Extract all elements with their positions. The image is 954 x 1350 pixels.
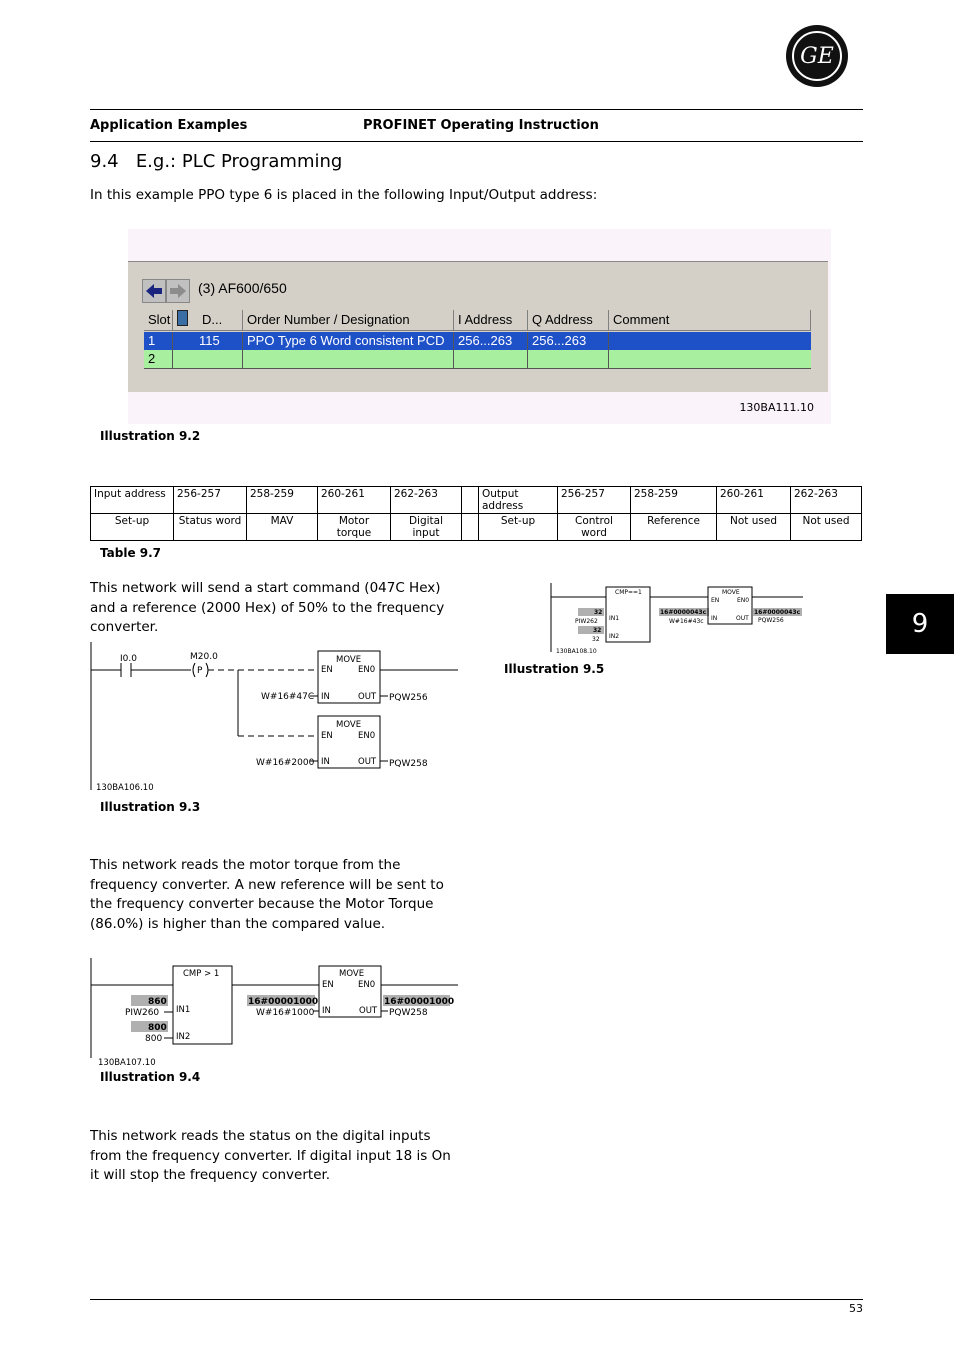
out-pin: OUT — [358, 757, 377, 767]
in1-pin: IN1 — [176, 1005, 191, 1015]
eno-pin: EN0 — [737, 597, 750, 604]
col-order-number[interactable]: Order Number / Designation — [243, 310, 454, 330]
header-rule-bottom — [90, 141, 863, 142]
cmp-title: CMP==1 — [615, 589, 642, 596]
col-slot[interactable]: Slot — [144, 310, 173, 330]
i-address-cell: 256...263 — [454, 332, 528, 350]
in-pin: IN — [322, 1006, 331, 1016]
illustration-code: 130BA111.10 — [739, 401, 814, 414]
in-pin: IN — [321, 692, 330, 702]
en-pin: EN — [321, 665, 333, 675]
cmp-title: CMP > 1 — [183, 969, 220, 979]
in2-constant: 800 — [145, 1034, 163, 1044]
en-pin: EN — [322, 980, 334, 990]
ladder-diagram-9-4 — [88, 956, 463, 1071]
q-address-cell — [528, 350, 609, 368]
table-cell: Digital input — [391, 514, 462, 541]
col-q-address[interactable]: Q Address — [528, 310, 609, 330]
caption-9-4: Illustration 9.4 — [100, 1070, 201, 1084]
table-cell: Not used — [717, 514, 791, 541]
table-gap-cell — [462, 514, 479, 541]
table-cell: Control word — [558, 514, 631, 541]
table-cell: Status word — [174, 514, 247, 541]
page-number: 53 — [849, 1302, 863, 1315]
table-cell: MAV — [247, 514, 318, 541]
en-pin: EN — [711, 597, 720, 604]
table-cell: Reference — [631, 514, 717, 541]
device-cell: 115 — [173, 332, 243, 350]
ge-logo — [786, 25, 848, 87]
table-cell: 262-263 — [391, 487, 462, 514]
col-i-address[interactable]: I Address — [454, 310, 528, 330]
move-live-input: 16#0000043c — [660, 609, 707, 616]
table-cell: 258-259 — [631, 487, 717, 514]
table-cell: Motor torque — [318, 514, 391, 541]
out-pin: OUT — [358, 692, 377, 702]
slot-cell: 2 — [144, 350, 173, 368]
table-cell: 260-261 — [717, 487, 791, 514]
move-live-output: 16#0000043c — [754, 609, 801, 616]
move-live-output: 16#00001000 — [384, 997, 455, 1007]
move-live-input: 16#00001000 — [248, 997, 319, 1007]
table-cell: 256-257 — [558, 487, 631, 514]
in2-constant: 32 — [592, 636, 600, 643]
header-rule-top — [90, 109, 863, 110]
comment-cell — [609, 350, 811, 368]
coil-p-label: P — [197, 666, 203, 676]
hw-config-screenshot — [128, 229, 831, 424]
section-number: 9.4 — [90, 151, 119, 172]
ladder-diagram-9-5 — [548, 580, 808, 660]
table-cell: Set-up — [91, 514, 174, 541]
illustration-code: 130BA108.10 — [556, 648, 597, 655]
table-cell: 256-257 — [174, 487, 247, 514]
i-address-cell — [454, 350, 528, 368]
table-cell: 262-263 — [791, 487, 862, 514]
contact-label-i0-0: I0.0 — [120, 654, 137, 664]
paragraph-start-command: This network will send a start command (047C Hex) and a reference (2000 Hex) of 50% to the frequency converter. — [90, 580, 445, 635]
intro-text: In this example PPO type 6 is placed in the following Input/Output address: — [90, 187, 598, 203]
module-icon — [177, 310, 188, 326]
eno-pin: EN0 — [358, 731, 376, 741]
in1-address: PIW260 — [125, 1008, 160, 1018]
caption-table-9-7: Table 9.7 — [100, 546, 162, 560]
header-section-label: Application Examples — [90, 118, 248, 133]
table-cell: Output address — [479, 487, 558, 514]
move-input-value: W#16#43c — [669, 618, 704, 625]
in1-pin: IN1 — [609, 615, 620, 622]
chapter-tab: 9 — [886, 594, 954, 654]
slot-row-1[interactable] — [144, 332, 811, 350]
section-title — [90, 151, 342, 172]
move-title: MOVE — [339, 969, 365, 979]
header-manual-title: PROFINET Operating Instruction — [363, 118, 599, 133]
move-input-value: W#16#2000 — [256, 758, 315, 768]
caption-9-3: Illustration 9.3 — [100, 800, 201, 814]
move-title: MOVE — [336, 720, 362, 730]
caption-9-5: Illustration 9.5 — [504, 662, 605, 676]
illustration-code: 130BA107.10 — [98, 1058, 156, 1068]
slot-cell: 1 — [144, 332, 173, 350]
move-output-address: PQW256 — [389, 693, 428, 703]
eno-pin: EN0 — [358, 980, 376, 990]
in1-live-value: 32 — [594, 609, 603, 616]
table-row — [91, 514, 862, 541]
illustration-code: 130BA106.10 — [96, 783, 154, 793]
table-cell: Set-up — [479, 514, 558, 541]
in-pin: IN — [321, 757, 330, 767]
in2-live-value: 32 — [593, 627, 602, 634]
hw-config-window — [128, 261, 828, 392]
order-cell — [243, 350, 454, 368]
slot-table-header — [144, 310, 811, 331]
move-input-value: W#16#1000 — [256, 1008, 315, 1018]
comment-cell — [609, 332, 811, 350]
slot-row-2[interactable] — [144, 350, 811, 369]
in2-pin: IN2 — [176, 1032, 191, 1042]
move-output-address: PQW256 — [758, 617, 784, 624]
in2-live-value: 800 — [148, 1023, 167, 1033]
in2-pin: IN2 — [609, 633, 620, 640]
in1-live-value: 860 — [148, 997, 167, 1007]
move-output-address: PQW258 — [389, 759, 428, 769]
device-cell — [173, 350, 243, 368]
caption-9-2: Illustration 9.2 — [100, 429, 201, 443]
in-pin: IN — [711, 615, 718, 622]
paragraph-digital-inputs: This network reads the status on the digital inputs from the frequency converter. If digital input 18 is On it will stop the frequency converter. — [90, 1128, 451, 1183]
ge-logo-text: GE — [792, 31, 842, 81]
move-title: MOVE — [336, 655, 362, 665]
device-name: (3) AF600/650 — [198, 280, 287, 296]
col-device[interactable] — [173, 310, 243, 330]
out-pin: OUT — [736, 615, 749, 622]
table-cell: Not used — [791, 514, 862, 541]
address-table — [90, 486, 862, 541]
table-gap-cell — [462, 487, 479, 514]
table-cell: 260-261 — [318, 487, 391, 514]
col-comment[interactable]: Comment — [609, 310, 811, 330]
col-device-label: D... — [202, 312, 223, 327]
contact-label-m20-0: M20.0 — [190, 652, 218, 662]
move-title: MOVE — [722, 589, 740, 596]
en-pin: EN — [321, 731, 333, 741]
table-cell: 258-259 — [247, 487, 318, 514]
order-cell: PPO Type 6 Word consistent PCD — [243, 332, 454, 350]
table-cell: Input address — [91, 487, 174, 514]
ladder-diagram-9-3 — [88, 640, 468, 795]
in1-address: PIW262 — [575, 618, 598, 625]
table-row — [91, 487, 862, 514]
move-output-address: PQW258 — [389, 1008, 428, 1018]
out-pin: OUT — [359, 1006, 378, 1016]
paragraph-motor-torque: This network reads the motor torque from the frequency converter. A new reference will be sent to the frequency converter because the Motor Torque (86.0%) is higher than the compared value. — [90, 857, 444, 932]
footer-rule — [90, 1299, 863, 1300]
eno-pin: EN0 — [358, 665, 376, 675]
move-input-value: W#16#47C — [261, 692, 315, 702]
q-address-cell: 256...263 — [528, 332, 609, 350]
back-arrow-icon[interactable] — [142, 279, 166, 303]
section-heading: E.g.: PLC Programming — [135, 151, 343, 172]
forward-arrow-icon[interactable] — [166, 279, 190, 303]
